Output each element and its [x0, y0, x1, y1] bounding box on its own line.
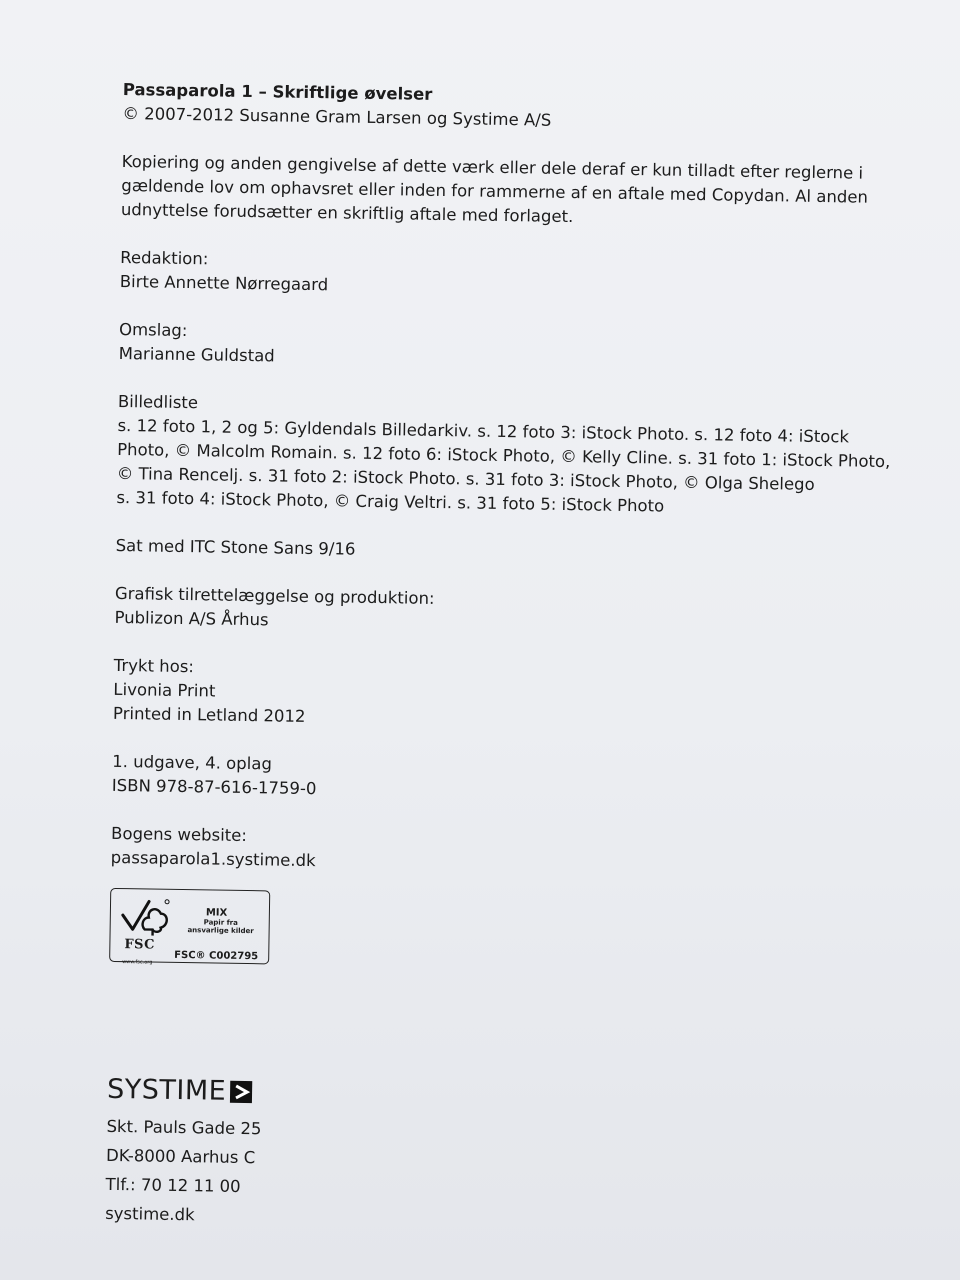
website-url[interactable]: passaparola1.systime.dk [110, 847, 316, 871]
fsc-license-code: FSC® C002795 [174, 949, 259, 963]
redaktion-value: Birte Annette Nørregaard [119, 271, 329, 295]
legal-line: udnyttelse forudsætter en skriftlig aftale med forlaget. [120, 199, 574, 227]
publisher-phone: Tlf.: 70 12 11 00 [105, 1174, 241, 1196]
publisher-block [105, 1074, 847, 1240]
edition: 1. udgave, 4. oplag [112, 751, 273, 774]
legal-line: Kopiering og anden gengivelse af dette værk eller dele deraf er kun tilladt efter reglerne i [121, 151, 864, 183]
billedliste-label: Billedliste [117, 391, 199, 413]
publisher-city: DK-8000 Aarhus C [105, 1145, 256, 1168]
printer-name: Livonia Print [113, 679, 216, 701]
colophon-content [105, 78, 891, 1239]
fsc-mark: FSC [124, 937, 155, 953]
fsc-mix-badge [109, 888, 270, 965]
fsc-mix-label: MIX [205, 907, 228, 919]
printed-in: Printed in Letland 2012 [112, 703, 306, 726]
systime-logo-text: SYSTIME [106, 1073, 227, 1107]
legal-line: gældende lov om ophavsret eller inden for rammerne af en aftale med Copydan. Al anden [121, 175, 869, 207]
trykt-label: Trykt hos: [113, 655, 195, 677]
fsc-source [179, 918, 263, 935]
omslag-label: Omslag: [118, 319, 188, 341]
copyright-line: © 2007-2012 Susanne Gram Larsen og Systime A/S [122, 103, 552, 130]
isbn: ISBN 978-87-616-1759-0 [111, 775, 317, 799]
book-title: Passaparola 1 – Skriftlige øvelser [122, 79, 433, 104]
billedliste-line: Photo, © Malcolm Romain. s. 12 foto 6: iStock Photo, © Kelly Cline. s. 31 foto 1: iStock Photo, [117, 439, 891, 472]
fsc-source-line: Papir fra [203, 918, 238, 927]
play-arrow-icon [230, 1081, 252, 1103]
legal-notice [120, 150, 869, 234]
publisher-street: Skt. Pauls Gade 25 [106, 1116, 262, 1139]
omslag-value: Marianne Guldstad [118, 343, 275, 366]
billedliste-line: s. 31 foto 4: iStock Photo, © Craig Veltri. s. 31 foto 5: iStock Photo [116, 487, 665, 516]
fsc-url: www.fsc.org [122, 959, 153, 966]
grafisk-value: Publizon A/S Århus [114, 607, 269, 630]
billedliste-line: s. 12 foto 1, 2 og 5: Gyldendals Billedarkiv. s. 12 foto 3: iStock Photo. s. 12 foto 4: iStock [117, 415, 850, 447]
typeface-note: Sat med ITC Stone Sans 9/16 [115, 535, 356, 559]
redaktion-label: Redaktion: [120, 247, 209, 269]
fsc-source-line: ansvarlige kilder [187, 926, 254, 936]
publisher-website[interactable]: systime.dk [105, 1203, 195, 1225]
systime-logo [107, 1074, 847, 1118]
grafisk-label: Grafisk tilrettelæggelse og produktion: [114, 583, 435, 608]
website-label: Bogens website: [110, 823, 248, 846]
billedliste-line: © Tina Rencelj. s. 31 foto 2: iStock Photo. s. 31 foto 3: iStock Photo, © Olga Shelego [116, 463, 815, 494]
